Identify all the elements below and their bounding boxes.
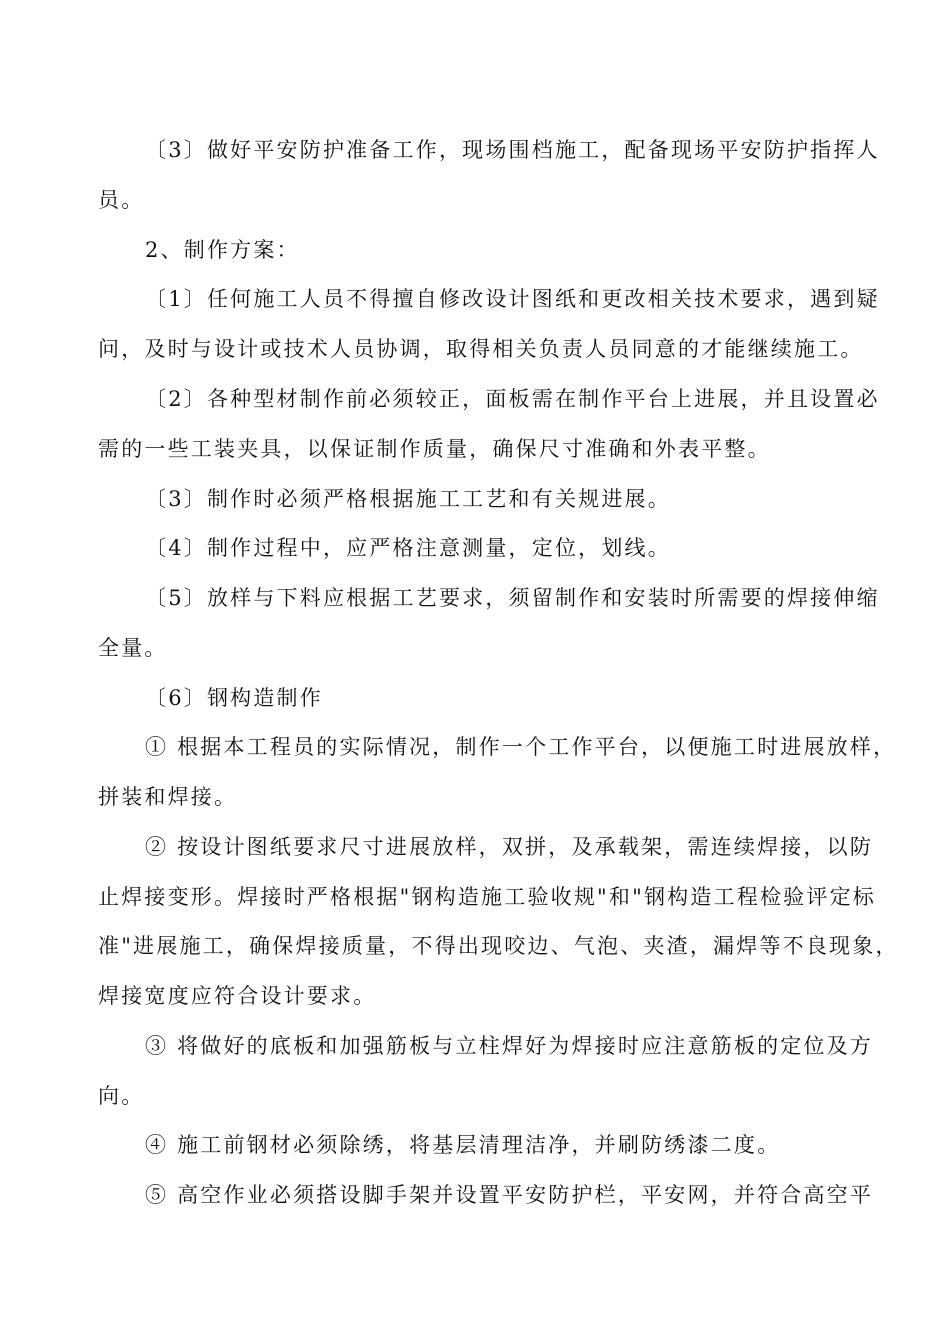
paragraph-line: 〔2〕各种型材制作前必须较正，面板需在制作平台上进展，并且设置必 <box>145 387 880 411</box>
paragraph-line: 准"进展施工，确保焊接质量，不得出现咬边、气泡、夹渣，漏焊等不良现象， <box>98 934 899 958</box>
paragraph-line: 〔3〕做好平安防护准备工作，现场围档施工，配备现场平安防护指挥人 <box>145 138 880 162</box>
paragraph-line: 需的一些工装夹具，以保证制作质量，确保尺寸准确和外表平整。 <box>98 437 771 461</box>
paragraph-line: ① 根据本工程员的实际情况，制作一个工作平台，以便施工时进展放样， <box>145 735 897 759</box>
paragraph-line: 焊接宽度应符合设计要求。 <box>98 984 377 1008</box>
paragraph-line: ② 按设计图纸要求尺寸进展放样，双拼，及承载架，需连续焊接，以防 <box>145 835 874 859</box>
paragraph-line: 全量。 <box>98 636 168 660</box>
paragraph-line: 〔5〕放样与下料应根据工艺要求，须留制作和安装时所需要的焊接伸缩 <box>145 586 880 610</box>
paragraph-line: 拼装和焊接。 <box>98 785 238 809</box>
paragraph-line: 员。 <box>98 188 145 212</box>
paragraph-line: 〔1〕任何施工人员不得擅自修改设计图纸和更改相关技术要求，遇到疑 <box>145 287 880 311</box>
paragraph-line: ④ 施工前钢材必须除绣，将基层清理洁净，并刷防绣漆二度。 <box>145 1133 781 1157</box>
paragraph-line: 问，及时与设计或技术人员协调，取得相关负责人员同意的才能继续施工。 <box>98 337 864 361</box>
subsection-heading: 〔6〕钢构造制作 <box>145 686 323 710</box>
paragraph-line: ⑤ 高空作业必须搭设脚手架并设置平安防护栏，平安网，并符合高空平 <box>145 1183 874 1207</box>
paragraph-line: 〔4〕制作过程中，应严格注意测量，定位，划线。 <box>145 536 671 560</box>
paragraph-line: ③ 将做好的底板和加强筋板与立柱焊好为焊接时应注意筋板的定位及方 <box>145 1034 874 1058</box>
paragraph-line: 向。 <box>98 1084 145 1108</box>
paragraph-line: 止焊接变形。焊接时严格根据"钢构造施工验收规"和"钢构造工程检验评定标 <box>98 885 876 909</box>
section-heading: 2、制作方案： <box>145 238 300 262</box>
paragraph-line: 〔3〕制作时必须严格根据施工工艺和有关规进展。 <box>145 487 671 511</box>
